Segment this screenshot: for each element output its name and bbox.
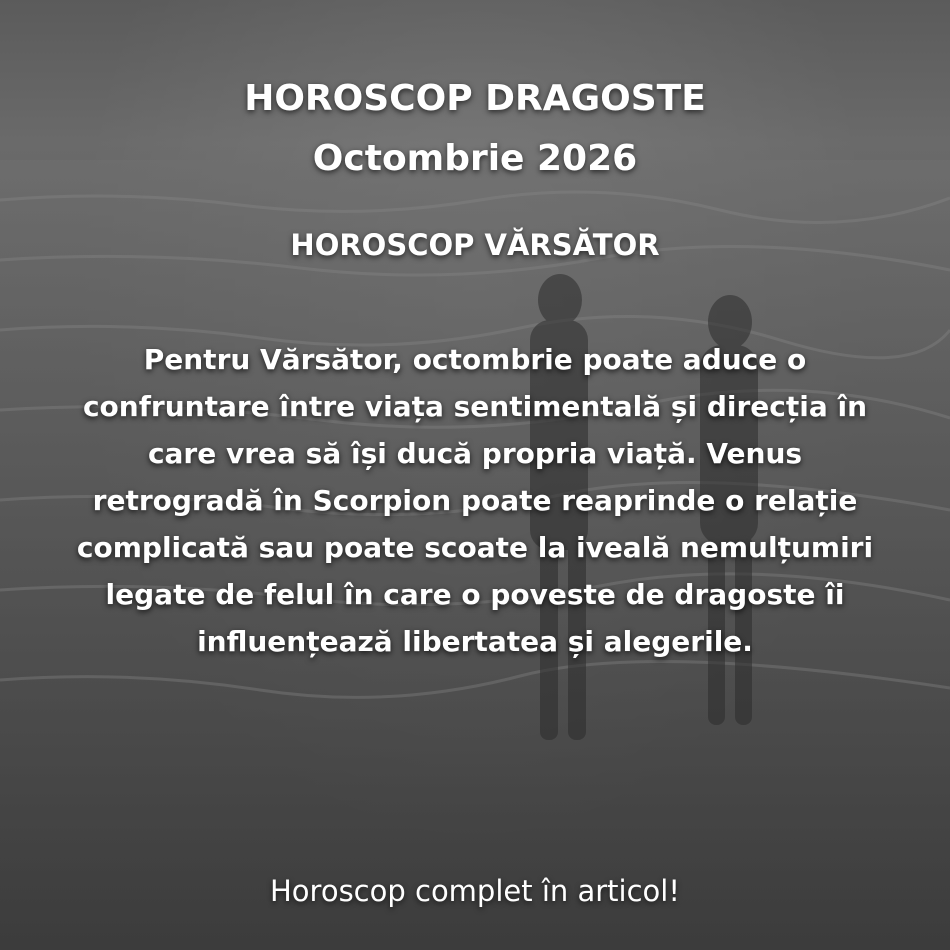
- sign-heading: HOROSCOP VĂRSĂTOR: [290, 228, 660, 262]
- horoscope-paragraph: Pentru Vărsător, octombrie poate aduce o confruntare între viața sentimentală și direcția în care vrea să își ducă propria viață. Venus retrogradă în Scorpion poate reaprinde o relație complicată sau poate scoate la iveală nemulțumiri legate de felul în care o poveste de dragoste îi influențează libertatea și alegerile.: [76, 343, 874, 658]
- footer-call-to-action: Horoscop complet în articol!: [270, 874, 680, 908]
- title-line-2: Octombrie 2026: [312, 138, 638, 179]
- title-line-1: HOROSCOP DRAGOSTE: [244, 78, 706, 119]
